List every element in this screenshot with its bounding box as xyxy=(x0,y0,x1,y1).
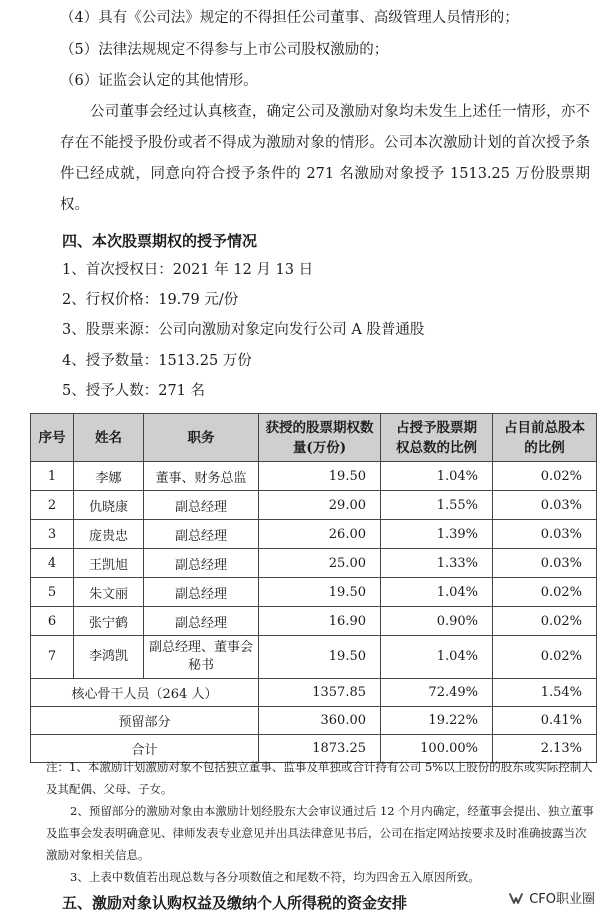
condition-5: （5）法律法规规定不得参与上市公司股权激励的； xyxy=(60,42,389,58)
condition-6: （6）证监会认定的其他情形。 xyxy=(60,73,258,89)
header-name: 姓名 xyxy=(74,414,144,462)
table-row xyxy=(31,607,597,636)
section-4-title: 四、本次股票期权的授予情况 xyxy=(62,232,258,250)
cell-pct-grant: 1.04% xyxy=(381,578,493,607)
grant-date: 1、首次授权日：2021 年 12 月 13 日 xyxy=(62,262,314,278)
table-row xyxy=(31,462,597,491)
cell-title: 副总经理 xyxy=(144,607,259,636)
watermark xyxy=(507,888,595,907)
cell-qty: 16.90 xyxy=(259,607,381,636)
condition-4: （4）具有《公司法》规定的不得担任公司董事、高级管理人员情形的； xyxy=(60,10,519,26)
header-title: 职务 xyxy=(144,414,259,462)
cell-pct-grant: 1.04% xyxy=(381,462,493,491)
cell-no: 2 xyxy=(31,491,74,520)
cell-name: 朱文丽 xyxy=(74,578,144,607)
cell-qty: 19.50 xyxy=(259,462,381,491)
cell-title: 董事、财务总监 xyxy=(144,462,259,491)
cell-no: 6 xyxy=(31,607,74,636)
core-staff-row xyxy=(31,679,597,707)
reserved-label: 预留部分 xyxy=(31,707,259,735)
board-paragraph: 公司董事会经过认真核查，确定公司及激励对象均未发生上述任一情形，亦不存在不能授予股份或者不得成为激励对象的情形。公司本次激励计划的首次授予条件已经成就，同意向符合授予条件的 271 名激励对象授予 1513.25 万份股票期权。 xyxy=(60,104,590,213)
note-2: 2、预留部分的激励对象由本激励计划经股东大会审议通过后 12 个月内确定，经董事会提出、独立董事及监事会发表明确意见、律师发表专业意见并出具法律意见书后，公司在指定网站按要求及时准确披露当次激励对象相关信息。 xyxy=(46,804,594,862)
cell-pct-total: 0.02% xyxy=(493,578,597,607)
cell-no: 1 xyxy=(31,462,74,491)
cell-pct-total: 0.03% xyxy=(493,491,597,520)
cell-pct-total: 1.54% xyxy=(493,679,597,707)
cell-qty: 19.50 xyxy=(259,578,381,607)
cell-qty: 26.00 xyxy=(259,520,381,549)
header-ratio-total: 占目前总股本 的比例 xyxy=(493,414,597,462)
cell-pct-grant: 0.90% xyxy=(381,607,493,636)
cell-no: 7 xyxy=(31,636,74,679)
cell-name: 李鸿凯 xyxy=(74,636,144,679)
cell-pct-total: 0.03% xyxy=(493,549,597,578)
grant-allocation-table xyxy=(30,413,597,763)
cell-pct-total: 0.41% xyxy=(493,707,597,735)
cell-no: 4 xyxy=(31,549,74,578)
table-row xyxy=(31,520,597,549)
watermark-text: CFO职业圈 xyxy=(529,892,595,907)
cell-name: 仇晓康 xyxy=(74,491,144,520)
cell-pct-grant: 1.33% xyxy=(381,549,493,578)
cell-qty: 1357.85 xyxy=(259,679,381,707)
cell-pct-grant: 1.55% xyxy=(381,491,493,520)
total-label: 合计 xyxy=(31,735,259,763)
exercise-price: 2、行权价格：19.79 元/份 xyxy=(62,292,239,308)
section-5-title: 五、激励对象认购权益及缴纳个人所得税的资金安排 xyxy=(62,894,408,912)
table-row xyxy=(31,549,597,578)
cell-pct-total: 0.02% xyxy=(493,607,597,636)
cell-name: 李娜 xyxy=(74,462,144,491)
table-row xyxy=(31,491,597,520)
cell-qty: 29.00 xyxy=(259,491,381,520)
cell-qty: 360.00 xyxy=(259,707,381,735)
header-ratio-grant: 占授予股票期 权总数的比例 xyxy=(381,414,493,462)
header-qty: 获授的股票期权数 量(万份) xyxy=(259,414,381,462)
cell-title: 副总经理 xyxy=(144,520,259,549)
cell-pct-grant: 1.04% xyxy=(381,636,493,679)
note-3: 3、上表中数值若出现总数与各分项数值之和尾数不符，均为四舍五入原因所致。 xyxy=(70,870,480,884)
cell-pct-total: 0.03% xyxy=(493,520,597,549)
cell-pct-grant: 100.00% xyxy=(381,735,493,763)
cell-name: 王凯旭 xyxy=(74,549,144,578)
wechat-channel-icon xyxy=(507,889,525,907)
cell-pct-total: 0.02% xyxy=(493,462,597,491)
header-no: 序号 xyxy=(31,414,74,462)
cell-qty: 19.50 xyxy=(259,636,381,679)
cell-title: 副总经理、董事会 秘书 xyxy=(144,636,259,679)
core-staff-label: 核心骨干人员（264 人） xyxy=(31,679,259,707)
table-row xyxy=(31,578,597,607)
cell-pct-grant: 1.39% xyxy=(381,520,493,549)
cell-qty: 1873.25 xyxy=(259,735,381,763)
stock-source: 3、股票来源：公司向激励对象定向发行公司 A 股普通股 xyxy=(62,322,425,338)
table-row xyxy=(31,636,597,679)
cell-no: 3 xyxy=(31,520,74,549)
cell-pct-grant: 72.49% xyxy=(381,679,493,707)
cell-pct-total: 2.13% xyxy=(493,735,597,763)
cell-title: 副总经理 xyxy=(144,549,259,578)
cell-pct-grant: 19.22% xyxy=(381,707,493,735)
grant-headcount: 5、授予人数：271 名 xyxy=(62,383,206,399)
cell-name: 张宁鹤 xyxy=(74,607,144,636)
note-1: 注：1、本激励计划激励对象不包括独立董事、监事及单独或合计持有公司 5%以上股份的股东或实际控制人及其配偶、父母、子女。 xyxy=(46,760,593,796)
table-header-row xyxy=(31,414,597,462)
cell-name: 庞贵忠 xyxy=(74,520,144,549)
cell-title: 副总经理 xyxy=(144,491,259,520)
grant-quantity: 4、授予数量：1513.25 万份 xyxy=(62,353,252,369)
cell-title: 副总经理 xyxy=(144,578,259,607)
cell-pct-total: 0.02% xyxy=(493,636,597,679)
reserved-row xyxy=(31,707,597,735)
cell-qty: 25.00 xyxy=(259,549,381,578)
cell-no: 5 xyxy=(31,578,74,607)
